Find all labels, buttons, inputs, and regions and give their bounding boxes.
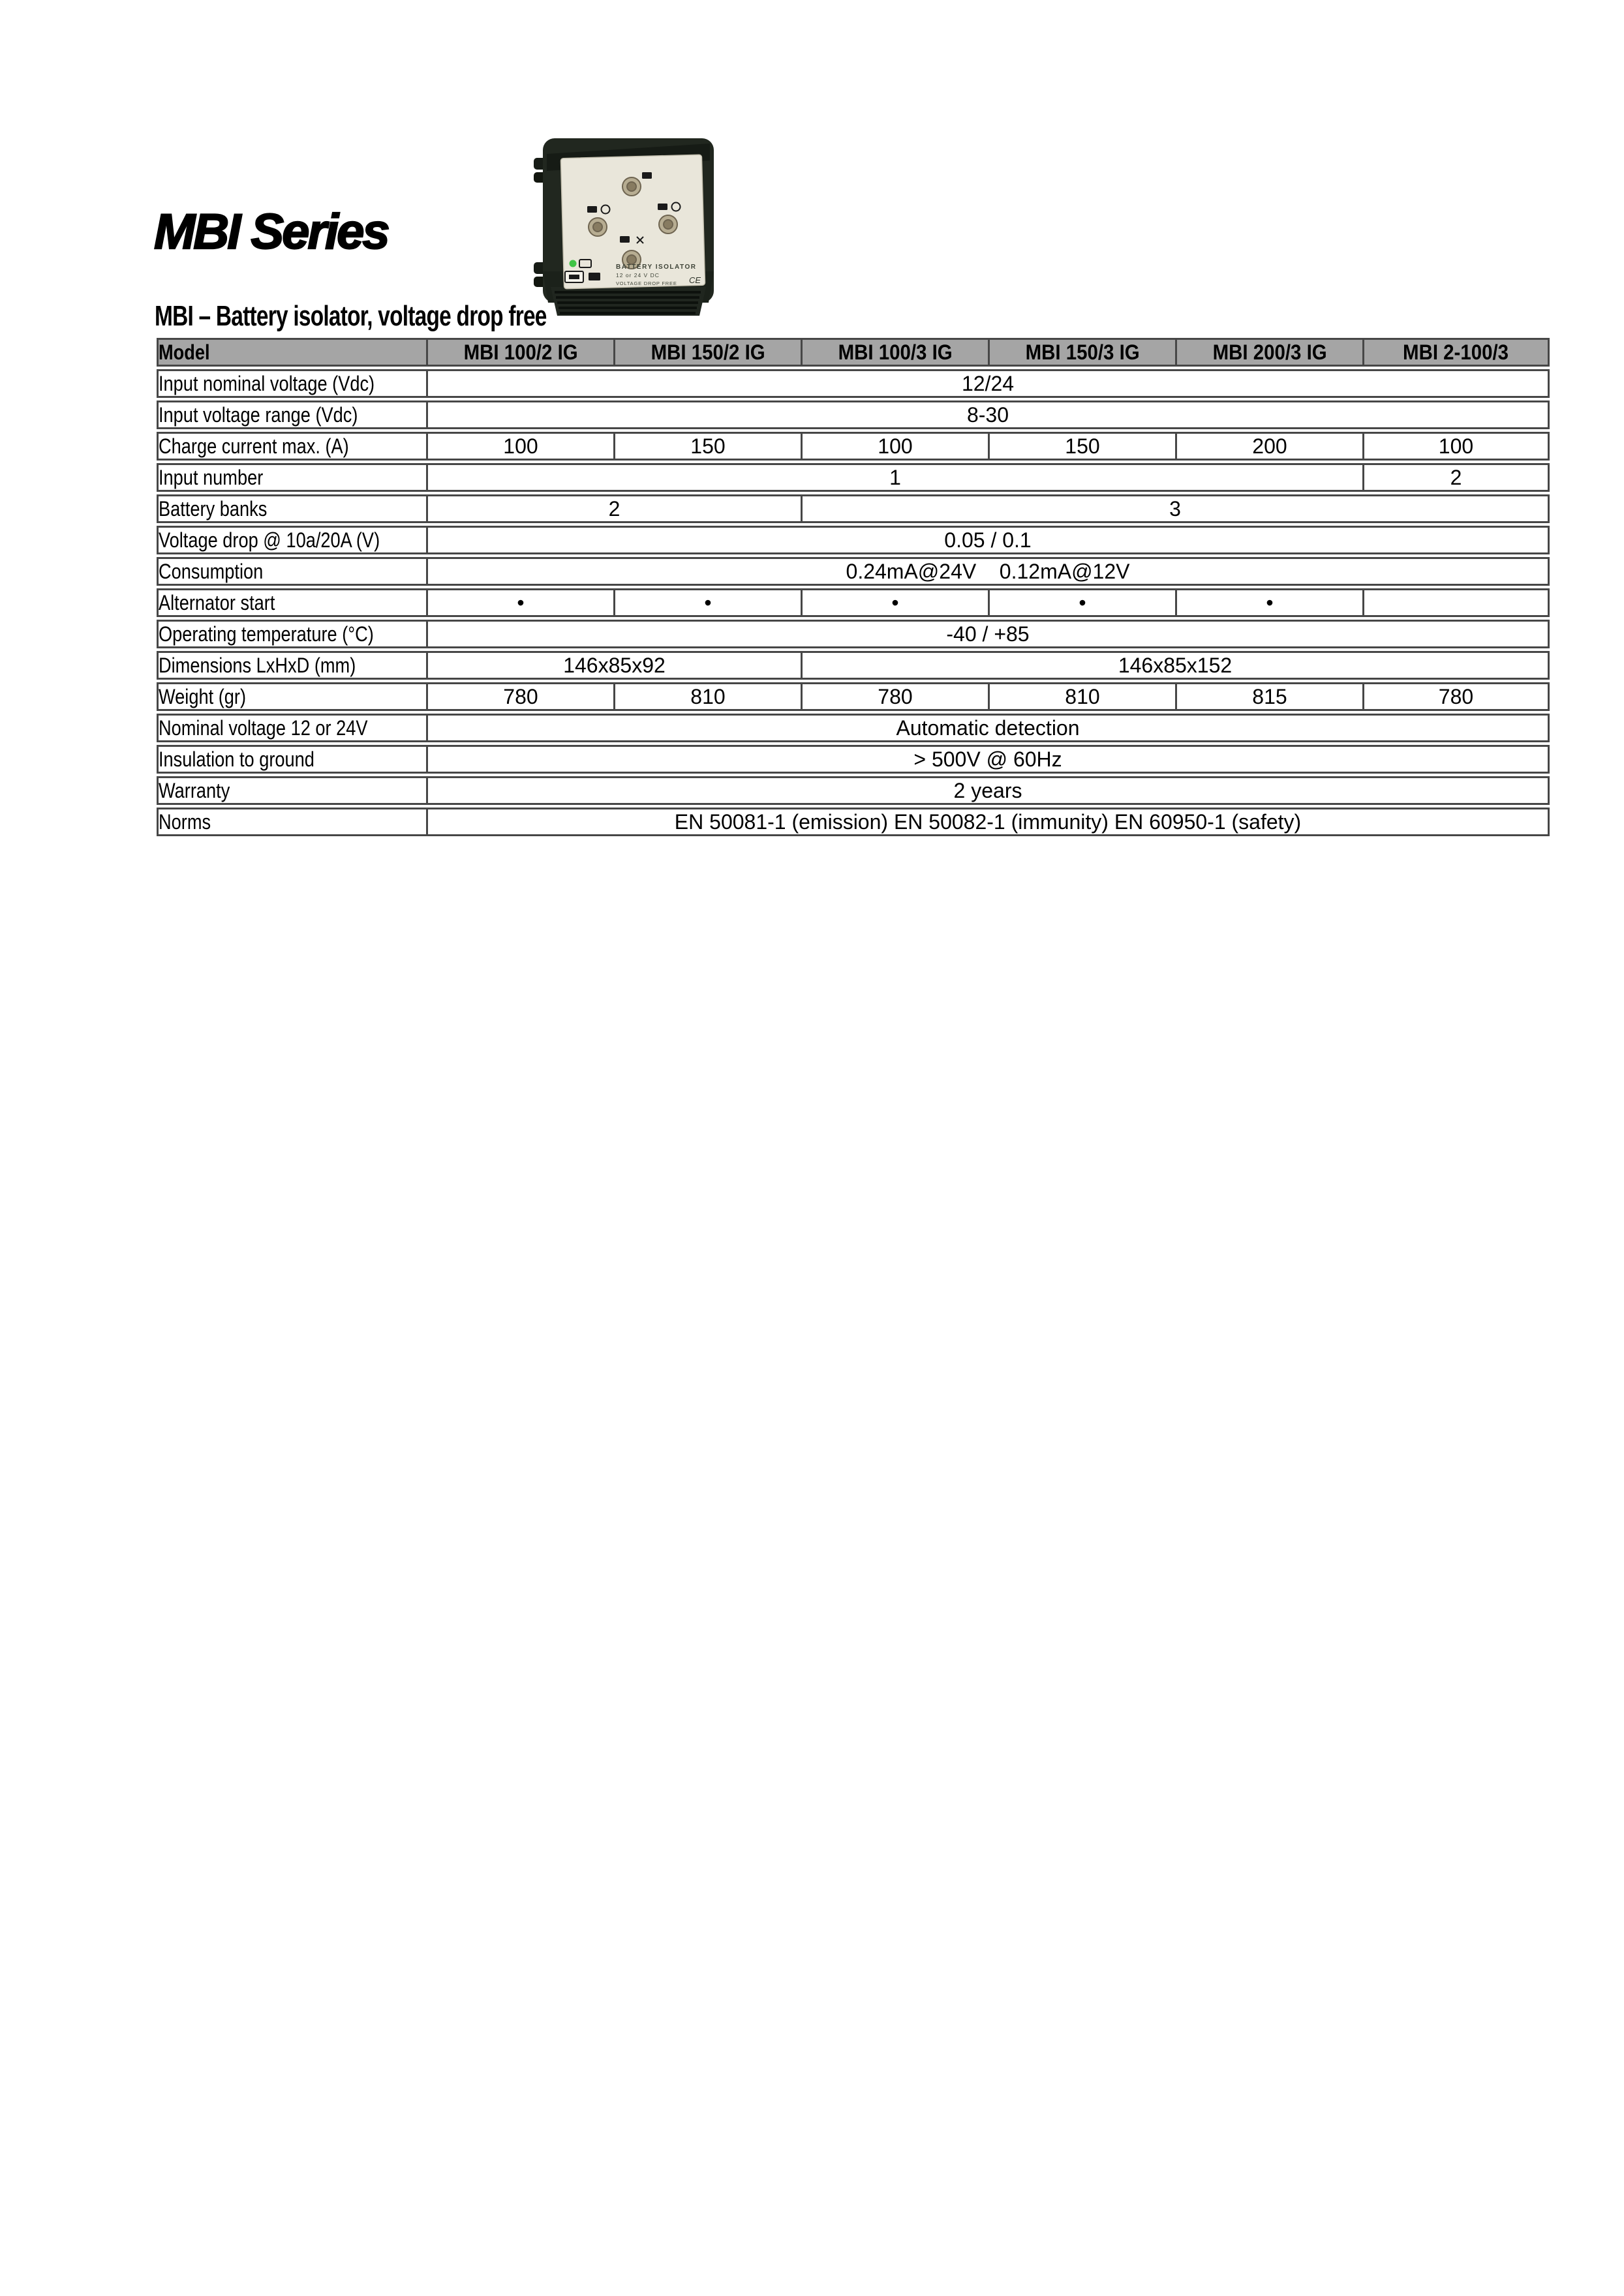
spec-value-cell: 150 [613, 432, 801, 461]
row-label [157, 651, 426, 680]
row-label-text: Nominal voltage 12 or 24V [159, 716, 368, 740]
spec-value-cell: 3 [801, 494, 1550, 523]
spec-value-cell: 780 [1362, 682, 1550, 711]
series-title: MBI Series [154, 204, 388, 260]
row-label [157, 526, 426, 554]
table-row [157, 494, 1550, 523]
spec-value-cell: 0.05 / 0.1 [426, 526, 1550, 554]
spec-value-cell: • [426, 588, 613, 617]
spec-value-cell: 0.24mA@24V 0.12mA@12V [426, 557, 1550, 586]
ce-mark: CE [689, 275, 701, 285]
table-row [157, 776, 1550, 805]
spec-value-cell: 1 [426, 463, 1362, 492]
product-label-line1: BATTERY ISOLATOR [616, 264, 697, 271]
spec-table-header [157, 338, 1550, 367]
spec-value-cell: 150 [988, 432, 1175, 461]
spec-value-cell: 146x85x152 [801, 651, 1550, 680]
column-header-text: MBI 200/3 IG [1212, 340, 1327, 364]
spec-table [157, 335, 1550, 839]
column-header-text: MBI 150/2 IG [651, 340, 765, 364]
table-row [157, 714, 1550, 742]
column-header-text: MBI 100/3 IG [838, 340, 953, 364]
row-label [157, 620, 426, 648]
product-label-line3: VOLTAGE DROP FREE [616, 280, 677, 286]
column-header-model-text: Model [159, 340, 210, 364]
row-label [157, 588, 426, 617]
spec-value-cell: 780 [426, 682, 613, 711]
table-row [157, 557, 1550, 586]
row-label [157, 776, 426, 805]
spec-value-cell: 2 years [426, 776, 1550, 805]
row-label [157, 432, 426, 461]
column-header [426, 338, 613, 367]
spec-value-cell: 810 [613, 682, 801, 711]
row-label-text: Insulation to ground [159, 747, 314, 771]
column-header [1362, 338, 1550, 367]
column-header-text: MBI 150/3 IG [1025, 340, 1140, 364]
column-header-text: MBI 2-100/3 [1403, 340, 1509, 364]
spec-value-cell: 100 [1362, 432, 1550, 461]
spec-value-cell: 2 [426, 494, 801, 523]
table-row [157, 588, 1550, 617]
column-header [613, 338, 801, 367]
section-title [155, 300, 670, 333]
row-label-text: Voltage drop @ 10a/20A (V) [159, 528, 380, 552]
table-row [157, 651, 1550, 680]
row-label [157, 808, 426, 836]
row-label-text: Alternator start [159, 590, 275, 614]
spec-value-cell: 146x85x92 [426, 651, 801, 680]
row-label-text: Weight (gr) [159, 684, 247, 708]
header-row [157, 338, 1550, 367]
spec-value-cell: • [1175, 588, 1362, 617]
spec-value-cell: 100 [426, 432, 613, 461]
spec-value-cell: 2 [1362, 463, 1550, 492]
column-header [1175, 338, 1362, 367]
spec-value-cell: • [988, 588, 1175, 617]
spec-value-cell: 8-30 [426, 400, 1550, 429]
spec-value-cell: Automatic detection [426, 714, 1550, 742]
row-label [157, 557, 426, 586]
spec-value-cell [1362, 588, 1550, 617]
spec-value-cell: • [613, 588, 801, 617]
spec-value-cell: 100 [801, 432, 988, 461]
status-led [570, 260, 577, 267]
spec-value-cell: 200 [1175, 432, 1362, 461]
spec-value-cell: EN 50081-1 (emission) EN 50082-1 (immunity) EN 60950-1 (safety) [426, 808, 1550, 836]
spec-value-cell: -40 / +85 [426, 620, 1550, 648]
table-row [157, 620, 1550, 648]
row-label-text: Consumption [159, 559, 264, 583]
spec-value-cell: > 500V @ 60Hz [426, 745, 1550, 774]
table-row [157, 369, 1550, 398]
row-label [157, 463, 426, 492]
table-row [157, 526, 1550, 554]
row-label-text: Charge current max. (A) [159, 434, 349, 458]
row-label-text: Input voltage range (Vdc) [159, 402, 358, 427]
spec-value-cell: 815 [1175, 682, 1362, 711]
row-label-text: Norms [159, 809, 211, 834]
section-title-text: MBI – Battery isolator, voltage drop free [155, 300, 547, 332]
table-row [157, 400, 1550, 429]
row-label [157, 745, 426, 774]
spec-value-cell: 810 [988, 682, 1175, 711]
row-label [157, 400, 426, 429]
table-row [157, 432, 1550, 461]
row-label [157, 369, 426, 398]
row-label-text: Battery banks [159, 496, 268, 521]
column-header [988, 338, 1175, 367]
row-label-text: Warranty [159, 778, 230, 802]
table-row [157, 745, 1550, 774]
row-label-text: Input number [159, 465, 264, 489]
row-label [157, 714, 426, 742]
row-label [157, 494, 426, 523]
spec-table-body [157, 369, 1550, 836]
spec-value-cell: 780 [801, 682, 988, 711]
product-photo [532, 134, 723, 318]
column-header-text: MBI 100/2 IG [463, 340, 578, 364]
column-header-model [157, 338, 426, 367]
spec-value-cell: • [801, 588, 988, 617]
table-row [157, 808, 1550, 836]
table-row [157, 463, 1550, 492]
row-label-text: Dimensions LxHxD (mm) [159, 653, 356, 677]
row-label-text: Operating temperature (°C) [159, 622, 374, 646]
spec-value-cell: 12/24 [426, 369, 1550, 398]
column-header [801, 338, 988, 367]
row-label-text: Input nominal voltage (Vdc) [159, 371, 375, 395]
row-label [157, 682, 426, 711]
product-label-line2: 12 or 24 V DC [616, 272, 660, 279]
table-row [157, 682, 1550, 711]
